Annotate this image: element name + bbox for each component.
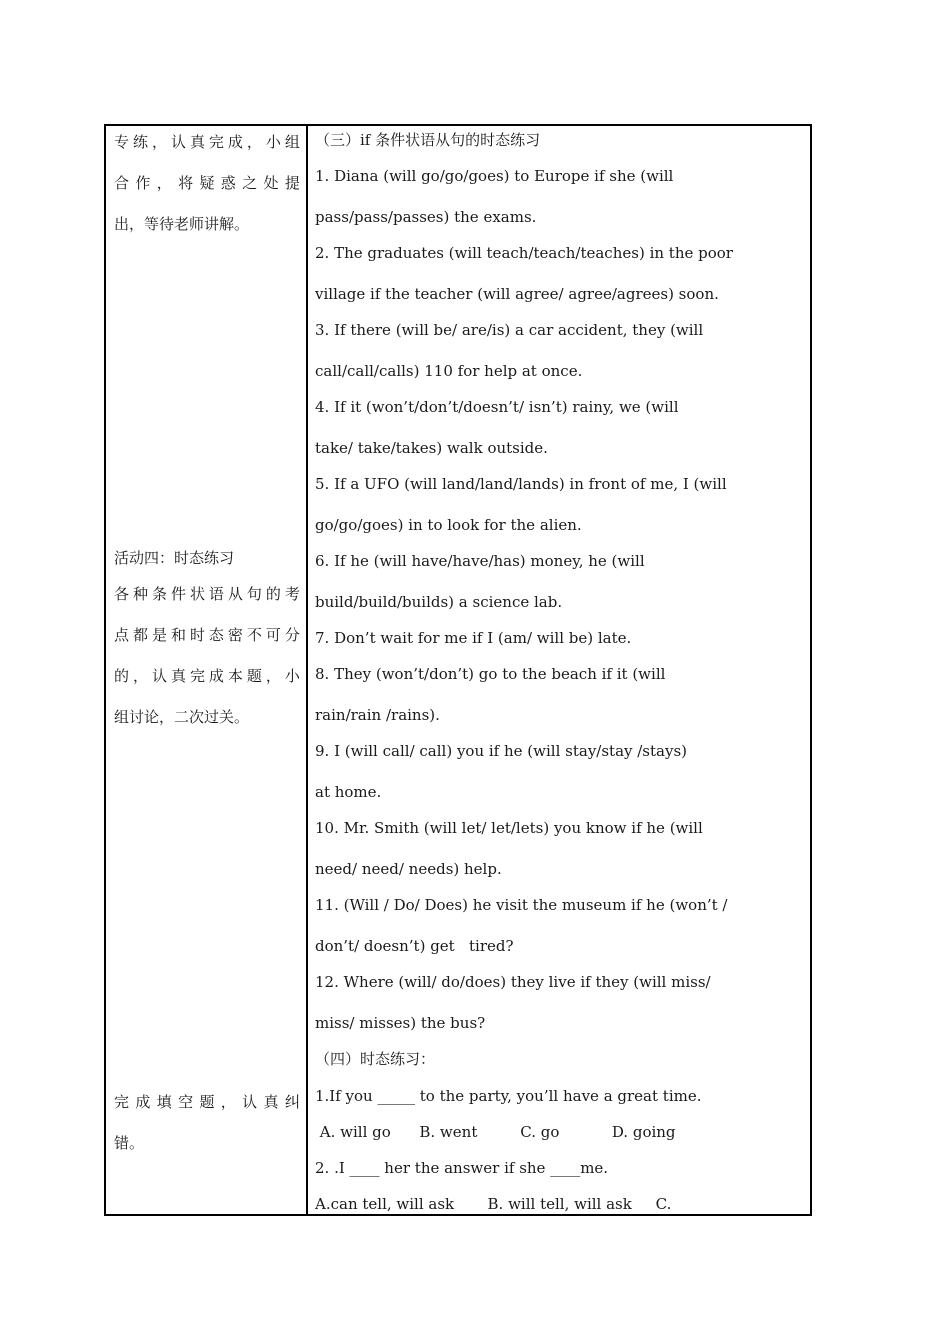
guidance-text-line: 完 成 填 空 题 ， 认 真 纠 — [114, 1093, 300, 1111]
guidance-text-line: 合 作 ， 将 疑 惑 之 处 提 — [114, 174, 300, 192]
exercise-line: A. will go B. went C. go D. going — [315, 1123, 676, 1141]
exercise-line: take/ take/takes) walk outside. — [315, 439, 548, 457]
exercise-line: at home. — [315, 783, 382, 801]
guidance-text-line: 出，等待老师讲解。 — [114, 215, 250, 233]
exercise-line: 10. Mr. Smith (will let/ let/lets) you know if he (will — [315, 819, 703, 837]
guidance-text-line: 的 ， 认 真 完 成 本 题 ， 小 — [114, 667, 300, 685]
guidance-text-line: 错。 — [114, 1134, 145, 1152]
exercise-line: go/go/goes) in to look for the alien. — [315, 516, 582, 534]
guidance-text-line: 点 都 是 和 时 态 密 不 可 分 — [114, 626, 300, 644]
exercise-line: 4. If it (won’t/don’t/doesn’t/ isn’t) rainy, we (will — [315, 398, 679, 416]
exercise-line: 1. Diana (will go/go/goes) to Europe if she (will — [315, 167, 674, 185]
exercise-line: pass/pass/passes) the exams. — [315, 208, 537, 226]
exercise-line: rain/rain /rains). — [315, 706, 440, 724]
exercise-line: 1.If you _____ to the party, you’ll have a great time. — [315, 1087, 702, 1105]
guidance-column — [106, 126, 308, 1214]
worksheet-table — [104, 124, 812, 1216]
exercise-column — [308, 126, 810, 1214]
guidance-text-line: 组讨论，二次过关。 — [114, 708, 250, 726]
exercise-line: 11. (Will / Do/ Does) he visit the museum if he (won’t / — [315, 896, 728, 914]
exercise-line: build/build/builds) a science lab. — [315, 593, 563, 611]
activity-heading: 活动四：时态练习 — [114, 549, 235, 567]
section-title: （三）if 条件状语从句的时态练习 — [315, 131, 541, 149]
exercise-line: A.can tell, will ask B. will tell, will ask C. — [315, 1195, 672, 1213]
exercise-line: 3. If there (will be/ are/is) a car accident, they (will — [315, 321, 704, 339]
exercise-line: 5. If a UFO (will land/land/lands) in front of me, I (will — [315, 475, 727, 493]
guidance-text-line: 各 种 条 件 状 语 从 句 的 考 — [114, 585, 300, 603]
exercise-line: call/call/calls) 110 for help at once. — [315, 362, 583, 380]
exercise-line: 2. The graduates (will teach/teach/teaches) in the poor — [315, 244, 733, 262]
exercise-line: 12. Where (will/ do/does) they live if they (will miss/ — [315, 973, 711, 991]
section-title: （四）时态练习： — [315, 1050, 436, 1068]
exercise-line: 7. Don’t wait for me if I (am/ will be) late. — [315, 629, 632, 647]
exercise-line: 9. I (will call/ call) you if he (will stay/stay /stays) — [315, 742, 688, 760]
exercise-line: miss/ misses) the bus? — [315, 1014, 486, 1032]
exercise-line: don’t/ doesn’t) get tired? — [315, 937, 514, 955]
exercise-line: 8. They (won’t/don’t) go to the beach if it (will — [315, 665, 666, 683]
exercise-line: village if the teacher (will agree/ agree/agrees) soon. — [315, 285, 719, 303]
guidance-text-line: 专 练 ， 认 真 完 成 ， 小 组 — [114, 133, 300, 151]
exercise-line: 2. .I ____ her the answer if she ____me. — [315, 1159, 609, 1177]
exercise-line: 6. If he (will have/have/has) money, he (will — [315, 552, 645, 570]
exercise-line: need/ need/ needs) help. — [315, 860, 502, 878]
